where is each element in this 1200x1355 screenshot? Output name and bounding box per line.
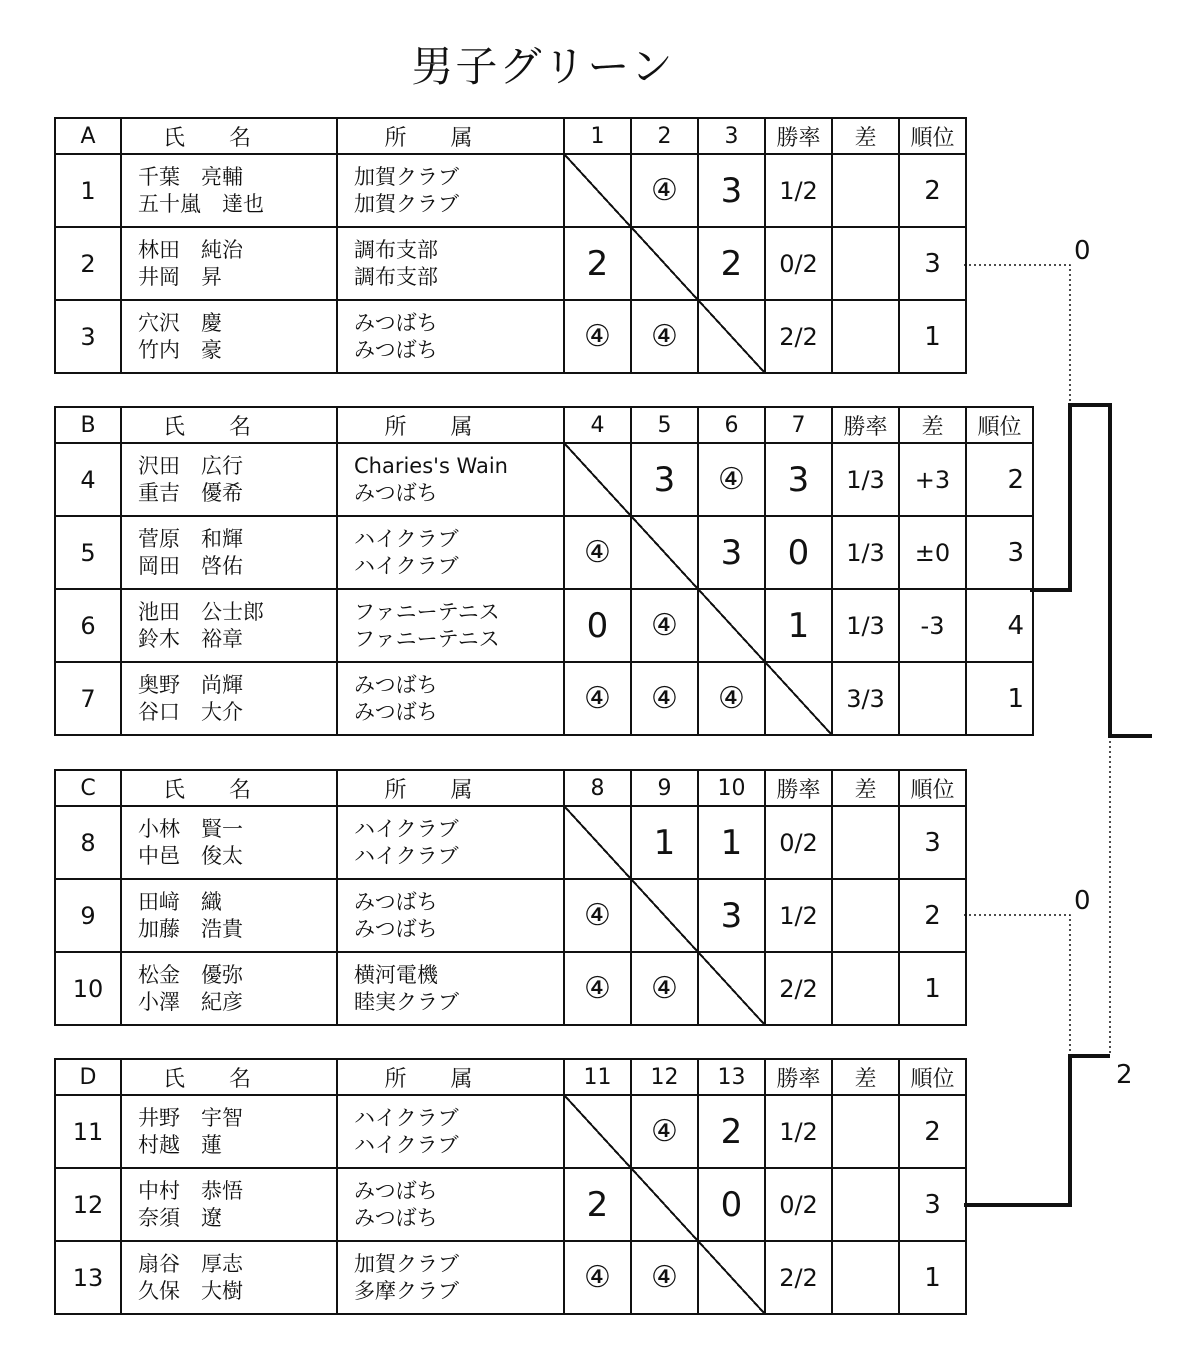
header-opponent-11: 11 xyxy=(564,1059,631,1095)
player-name-2: 岡田 啓佑 xyxy=(138,553,243,578)
header-club: 所属 xyxy=(337,1059,564,1095)
club-name-2: ファニーテニス xyxy=(354,626,500,651)
match-score: ④ xyxy=(698,662,765,735)
club-name-2: ハイクラブ xyxy=(354,553,459,578)
player-name-2: 竹内 豪 xyxy=(138,337,222,362)
club-name-2: みつばち xyxy=(354,480,438,505)
club-name-1: みつばち xyxy=(354,889,438,914)
match-score: ④ xyxy=(631,1241,698,1314)
header-rate: 勝率 xyxy=(832,407,899,443)
player-number: 10 xyxy=(55,952,121,1025)
game-diff: +3 xyxy=(899,443,966,516)
rank: 2 xyxy=(966,443,1033,516)
win-rate: 1/2 xyxy=(765,154,832,227)
player-name-1: 池田 公士郎 xyxy=(138,599,264,624)
match-score: 1 xyxy=(765,589,832,662)
match-score: 2 xyxy=(698,227,765,300)
header-opponent-13: 13 xyxy=(698,1059,765,1095)
club-name-1: ファニーテニス xyxy=(354,599,500,624)
player-name-1: 奥野 尚輝 xyxy=(138,672,243,697)
group-label: A xyxy=(55,118,121,154)
player-number: 5 xyxy=(55,516,121,589)
header-opponent-7: 7 xyxy=(765,407,832,443)
rank: 3 xyxy=(899,1168,966,1241)
player-name-1: 沢田 広行 xyxy=(138,453,243,478)
header-opponent-2: 2 xyxy=(631,118,698,154)
club-name-1: みつばち xyxy=(354,1178,438,1203)
win-rate: 2/2 xyxy=(765,1241,832,1314)
match-score: ④ xyxy=(631,952,698,1025)
header-rate: 勝率 xyxy=(765,118,832,154)
rank: 1 xyxy=(899,300,966,373)
player-name-1: 中村 恭悟 xyxy=(138,1178,243,1203)
header-club: 所属 xyxy=(337,770,564,806)
club-name-1: 横河電機 xyxy=(354,962,438,987)
player-name-2: 鈴木 裕章 xyxy=(138,626,243,651)
match-score: ④ xyxy=(698,443,765,516)
club-name-1: ハイクラブ xyxy=(354,1105,459,1130)
match-score: 3 xyxy=(698,154,765,227)
player-number: 13 xyxy=(55,1241,121,1314)
game-diff: -3 xyxy=(899,589,966,662)
player-number: 3 xyxy=(55,300,121,373)
header-club: 所属 xyxy=(337,407,564,443)
match-score: ④ xyxy=(564,1241,631,1314)
match-score: 2 xyxy=(698,1095,765,1168)
header-rank: 順位 xyxy=(899,118,966,154)
match-score: 3 xyxy=(631,443,698,516)
club-name-2: みつばち xyxy=(354,699,438,724)
player-name-1: 林田 純治 xyxy=(138,237,243,262)
player-name-2: 中邑 俊太 xyxy=(138,843,243,868)
rank: 1 xyxy=(966,662,1033,735)
header-diff: 差 xyxy=(832,118,899,154)
win-rate: 1/3 xyxy=(832,589,899,662)
match-score: 0 xyxy=(698,1168,765,1241)
match-score: ④ xyxy=(564,300,631,373)
header-opponent-4: 4 xyxy=(564,407,631,443)
header-opponent-10: 10 xyxy=(698,770,765,806)
match-score: 2 xyxy=(564,227,631,300)
rank: 3 xyxy=(966,516,1033,589)
group-label: C xyxy=(55,770,121,806)
rank: 3 xyxy=(899,227,966,300)
match-score: 1 xyxy=(698,806,765,879)
club-name-2: 加賀クラブ xyxy=(354,191,459,216)
header-diff: 差 xyxy=(832,1059,899,1095)
club-name-2: 多摩クラブ xyxy=(354,1278,459,1303)
bracket-score-final: 2 xyxy=(1116,1060,1133,1090)
match-score: ④ xyxy=(631,154,698,227)
header-rate: 勝率 xyxy=(765,770,832,806)
club-name-1: 加賀クラブ xyxy=(354,1251,459,1276)
match-score: 2 xyxy=(564,1168,631,1241)
player-name-1: 千葉 亮輔 xyxy=(138,164,243,189)
header-club: 所属 xyxy=(337,118,564,154)
group-label: B xyxy=(55,407,121,443)
header-diff: 差 xyxy=(899,407,966,443)
match-score: 0 xyxy=(564,589,631,662)
header-rank: 順位 xyxy=(966,407,1033,443)
rank: 4 xyxy=(966,589,1033,662)
player-name-1: 井野 宇智 xyxy=(138,1105,243,1130)
bracket-line-a xyxy=(964,265,1070,405)
player-number: 6 xyxy=(55,589,121,662)
club-name-1: 調布支部 xyxy=(354,237,438,262)
player-name-2: 村越 蓮 xyxy=(138,1132,222,1157)
player-number: 1 xyxy=(55,154,121,227)
rank: 1 xyxy=(899,1241,966,1314)
win-rate: 1/3 xyxy=(832,516,899,589)
header-opponent-9: 9 xyxy=(631,770,698,806)
player-number: 12 xyxy=(55,1168,121,1241)
club-name-1: ハイクラブ xyxy=(354,816,459,841)
header-name: 氏名 xyxy=(121,407,337,443)
player-number: 9 xyxy=(55,879,121,952)
club-name-1: みつばち xyxy=(354,310,438,335)
player-name-2: 加藤 浩貴 xyxy=(138,916,243,941)
player-name-1: 穴沢 慶 xyxy=(138,310,222,335)
player-name-2: 久保 大樹 xyxy=(138,1278,243,1303)
header-opponent-8: 8 xyxy=(564,770,631,806)
player-number: 8 xyxy=(55,806,121,879)
club-name-1: みつばち xyxy=(354,672,438,697)
header-rate: 勝率 xyxy=(765,1059,832,1095)
player-name-2: 谷口 大介 xyxy=(138,699,243,724)
club-name-2: 調布支部 xyxy=(354,264,438,289)
match-score: ④ xyxy=(564,952,631,1025)
player-name-1: 田﨑 織 xyxy=(138,889,222,914)
header-opponent-12: 12 xyxy=(631,1059,698,1095)
match-score: ④ xyxy=(564,879,631,952)
rank: 2 xyxy=(899,154,966,227)
bracket-line-d xyxy=(964,1056,1110,1205)
club-name-1: ハイクラブ xyxy=(354,526,459,551)
rank: 3 xyxy=(899,806,966,879)
match-score: ④ xyxy=(631,662,698,735)
win-rate: 1/2 xyxy=(765,879,832,952)
club-name-2: 睦実クラブ xyxy=(354,989,459,1014)
match-score: ④ xyxy=(631,300,698,373)
match-score: 3 xyxy=(698,516,765,589)
win-rate: 1/2 xyxy=(765,1095,832,1168)
header-name: 氏名 xyxy=(121,770,337,806)
club-name-2: みつばち xyxy=(354,916,438,941)
win-rate: 0/2 xyxy=(765,1168,832,1241)
bracket-score-top: 0 xyxy=(1074,236,1091,266)
player-name-1: 菅原 和輝 xyxy=(138,526,243,551)
match-score: 3 xyxy=(765,443,832,516)
win-rate: 1/3 xyxy=(832,443,899,516)
club-name-2: みつばち xyxy=(354,1205,438,1230)
match-score: 3 xyxy=(698,879,765,952)
player-name-1: 扇谷 厚志 xyxy=(138,1251,243,1276)
bracket-score-bottom: 0 xyxy=(1074,886,1091,916)
header-diff: 差 xyxy=(832,770,899,806)
win-rate: 3/3 xyxy=(832,662,899,735)
rank: 2 xyxy=(899,1095,966,1168)
player-name-1: 松金 優弥 xyxy=(138,962,243,987)
player-name-2: 井岡 昇 xyxy=(138,264,222,289)
club-name-2: ハイクラブ xyxy=(354,843,459,868)
header-name: 氏名 xyxy=(121,118,337,154)
player-number: 11 xyxy=(55,1095,121,1168)
match-score: ④ xyxy=(631,589,698,662)
header-opponent-6: 6 xyxy=(698,407,765,443)
win-rate: 2/2 xyxy=(765,300,832,373)
match-score: ④ xyxy=(631,1095,698,1168)
header-opponent-3: 3 xyxy=(698,118,765,154)
player-name-1: 小林 賢一 xyxy=(138,816,243,841)
rank: 1 xyxy=(899,952,966,1025)
player-name-2: 奈須 遼 xyxy=(138,1205,222,1230)
player-name-2: 小澤 紀彦 xyxy=(138,989,243,1014)
rank: 2 xyxy=(899,879,966,952)
match-score: ④ xyxy=(564,516,631,589)
bracket-line-b xyxy=(1030,405,1152,736)
win-rate: 0/2 xyxy=(765,806,832,879)
header-rank: 順位 xyxy=(899,1059,966,1095)
player-number: 7 xyxy=(55,662,121,735)
header-rank: 順位 xyxy=(899,770,966,806)
bracket-line-c xyxy=(964,915,1070,1056)
club-name-2: ハイクラブ xyxy=(354,1132,459,1157)
page-title: 男子グリーン xyxy=(411,42,675,91)
club-name-1: Charies's Wain xyxy=(354,453,508,478)
game-diff: ±0 xyxy=(899,516,966,589)
win-rate: 2/2 xyxy=(765,952,832,1025)
match-score: 1 xyxy=(631,806,698,879)
group-label: D xyxy=(55,1059,121,1095)
club-name-2: みつばち xyxy=(354,337,438,362)
player-number: 4 xyxy=(55,443,121,516)
club-name-1: 加賀クラブ xyxy=(354,164,459,189)
header-opponent-1: 1 xyxy=(564,118,631,154)
win-rate: 0/2 xyxy=(765,227,832,300)
header-name: 氏名 xyxy=(121,1059,337,1095)
player-name-2: 五十嵐 達也 xyxy=(138,191,264,216)
player-name-2: 重吉 優希 xyxy=(138,480,243,505)
player-number: 2 xyxy=(55,227,121,300)
match-score: ④ xyxy=(564,662,631,735)
match-score: 0 xyxy=(765,516,832,589)
header-opponent-5: 5 xyxy=(631,407,698,443)
